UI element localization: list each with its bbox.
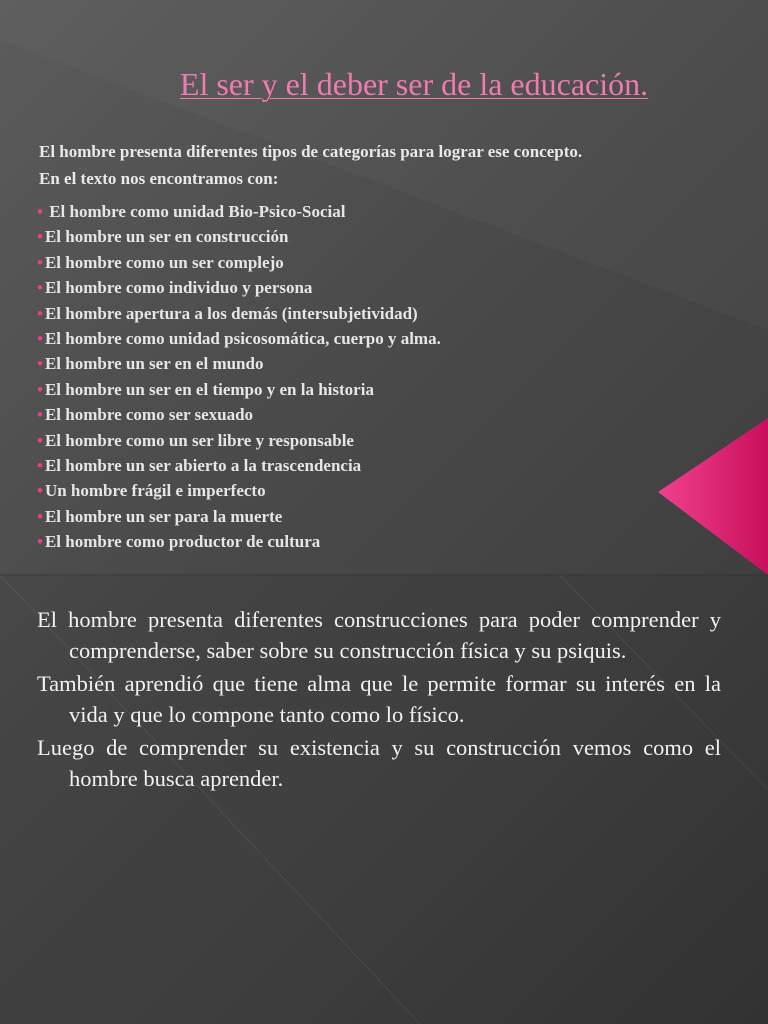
bullet-icon: • [37, 252, 43, 272]
bullet-icon: • [37, 405, 43, 425]
list-item-text: El hombre como unidad Bio-Psico-Social [44, 202, 346, 221]
list-item [37, 504, 737, 529]
list-item [37, 301, 737, 326]
body-paragraphs [37, 604, 721, 796]
paragraph: También aprendió que tiene alma que le permite formar su interés en la vida y que lo compone tanto como lo físico. [37, 671, 721, 727]
list-item [37, 478, 737, 503]
paragraph: El hombre presenta diferentes construcciones para poder comprender y comprenderse, saber sobre su construcción física y su psiquis. [37, 607, 721, 663]
list-item [37, 326, 737, 351]
intro-text [39, 138, 739, 192]
list-item-text: El hombre como ser sexuado [44, 405, 254, 425]
list-item-text: El hombre un ser en construcción [44, 227, 289, 247]
intro-line: El hombre presenta diferentes tipos de categorías para lograr ese concepto. [39, 142, 583, 161]
list-item-text: El hombre un ser en el mundo [44, 354, 264, 374]
bullet-icon: • [37, 202, 43, 221]
list-item [37, 428, 737, 453]
list-item-text: El hombre como un ser complejo [44, 252, 284, 272]
bullet-icon: • [37, 481, 43, 501]
bullet-icon: • [37, 379, 43, 399]
categories-list [37, 199, 737, 555]
bullet-icon: • [37, 354, 43, 374]
paragraph: Luego de comprender su existencia y su construcción vemos como el hombre busca aprender. [37, 735, 721, 791]
list-item-text: El hombre un ser abierto a la trascendencia [44, 456, 362, 476]
bullet-icon: • [37, 506, 43, 526]
list-item [37, 250, 737, 275]
bullet-icon: • [37, 456, 43, 476]
bullet-icon: • [37, 532, 43, 552]
list-item-text: El hombre como productor de cultura [44, 532, 321, 552]
list-item [37, 275, 737, 300]
list-item [37, 199, 737, 224]
list-item [37, 453, 737, 478]
list-item-text: El hombre un ser para la muerte [44, 506, 283, 526]
bullet-icon: • [37, 303, 43, 323]
list-item-text: El hombre como un ser libre y responsable [44, 430, 354, 450]
list-item [37, 402, 737, 427]
list-item-text: Un hombre frágil e imperfecto [44, 481, 266, 501]
list-item-text: El hombre como individuo y persona [44, 278, 313, 298]
bullet-icon: • [37, 430, 43, 450]
slide-title: El ser y el deber ser de la educación. [179, 66, 649, 102]
list-item [37, 377, 737, 402]
intro-line: En el texto nos encontramos con: [39, 169, 279, 188]
list-item [37, 529, 737, 554]
list-item [37, 351, 737, 376]
bullet-icon: • [37, 329, 43, 349]
list-item-text: El hombre como unidad psicosomática, cuerpo y alma. [44, 329, 441, 349]
bullet-icon: • [37, 227, 43, 247]
bullet-icon: • [37, 278, 43, 298]
list-item-text: El hombre apertura a los demás (intersubjetividad) [44, 303, 418, 323]
list-item-text: El hombre un ser en el tiempo y en la historia [44, 379, 374, 399]
list-item [37, 224, 737, 249]
